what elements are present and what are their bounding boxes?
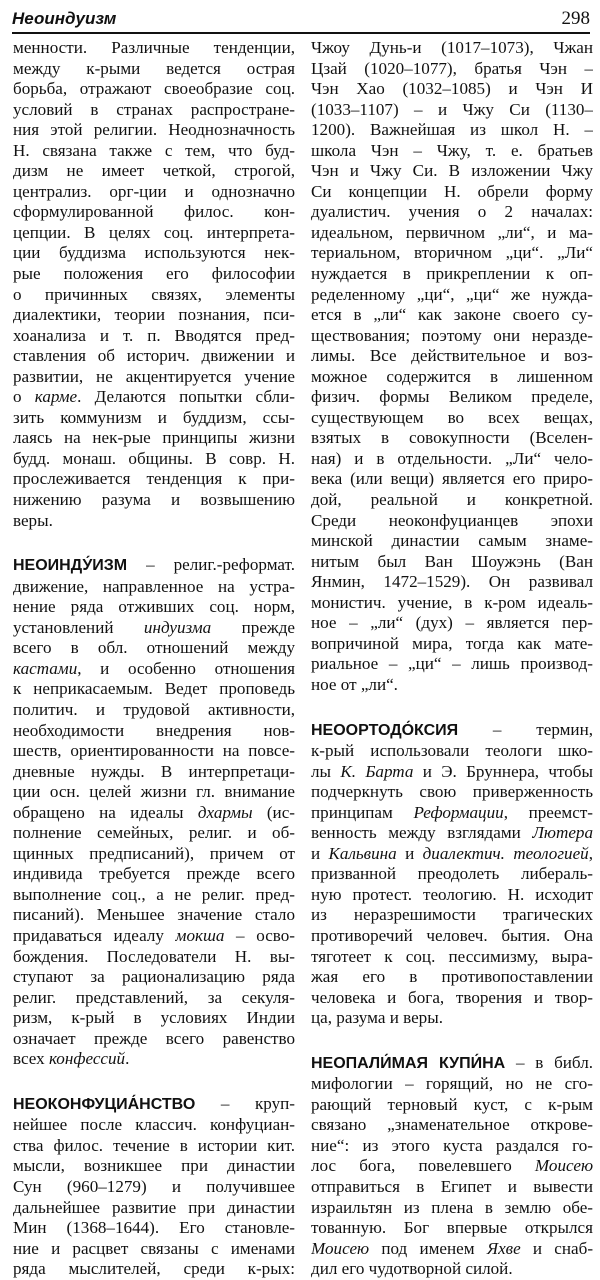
text-line: мысли, возникшее при династии xyxy=(13,1156,295,1176)
text-line: Н. связана также с тем, что буд- xyxy=(13,140,295,160)
text-line: диалектики, теории познания, пси- xyxy=(13,305,295,325)
text-line: прослеживается тенденция к при- xyxy=(13,469,295,489)
entry-headword: НЕОИНДУ́ИЗМ xyxy=(13,557,128,575)
text-line: рые положения его философии xyxy=(13,264,295,284)
text-line: веры. xyxy=(13,510,53,530)
entry-lead-text: – круп- xyxy=(195,1093,295,1113)
text-line: между к-рыми ведется острая xyxy=(13,58,295,78)
left-column xyxy=(13,38,295,1280)
text-line: ризм, к-рый в условиях Индии xyxy=(13,1008,295,1028)
text-line: монистич. учение, в к-ром идеаль- xyxy=(311,592,593,612)
text-line: будд. монаш. общины. В совр. Н. xyxy=(13,448,295,468)
text-line: школа Чэн – Чжу, т. е. братьев xyxy=(311,140,593,160)
text-line: ние и расцвет связаны с именами xyxy=(13,1238,295,1258)
text-line: (1033–1107) – и Чжу Си (1130– xyxy=(311,99,593,119)
text-line: Моисею под именем Яхве и снаб- xyxy=(311,1238,593,1258)
text-line: израильтян из плена в землю обе- xyxy=(311,1197,593,1217)
text-line: риальное – „ци“ – лишь производ- xyxy=(311,654,593,674)
text-line: рающий терновый куст, с к-рым xyxy=(311,1094,593,1114)
text-line: индивида требуется прежде всего xyxy=(13,864,295,884)
text-line: бождения. Последователи Н. вы- xyxy=(13,946,295,966)
text-line: минской династии самым знаме- xyxy=(311,531,593,551)
text-line: венность между взглядами Лютера xyxy=(311,823,593,843)
text-line: сформулированной филос. кон- xyxy=(13,202,295,222)
running-header xyxy=(12,4,590,34)
text-line: дальнейшее развитие при династии xyxy=(13,1197,295,1217)
text-line: ряда мыслителей, среди к-рых: xyxy=(13,1259,295,1279)
text-line: лимы. Все действительное и воз- xyxy=(311,346,593,366)
text-line: ное – „ли“ (дух) – является пер- xyxy=(311,613,593,633)
text-line: ется в „ли“ как законе своего су- xyxy=(311,305,593,325)
text-line: отправиться в Египет и вывести xyxy=(311,1176,593,1196)
right-column xyxy=(311,38,593,1280)
text-line: ступают за рационализацию ряда xyxy=(13,967,295,987)
text-line: дил его чудотворной силой. xyxy=(311,1259,513,1279)
text-line: призванной преодолеть либераль- xyxy=(311,864,593,884)
text-line: дой, реальной и конкретной. xyxy=(311,490,593,510)
entry-neokonfucianstvo-continued xyxy=(311,38,593,696)
text-line: обращено на идеалы дхармы (ис- xyxy=(13,802,295,822)
text-line: лы К. Барта и Э. Бруннера, чтобы xyxy=(311,761,593,781)
text-line: ства филос. течение в истории кит. xyxy=(13,1135,295,1155)
text-line: развитии, не акцентируется учение xyxy=(13,366,295,386)
text-line: нитым был Ван Шоужэнь (Ван xyxy=(311,551,593,571)
text-line: из неразрешимости трагических xyxy=(311,905,593,925)
text-line: Среди неоконфуцианцев эпохи xyxy=(311,510,593,530)
text-line: идеальном, первичном „ли“, и ма- xyxy=(311,222,593,242)
entry-neoortodoksiya xyxy=(311,720,593,1029)
text-line: физич. формы Великом пределе, xyxy=(311,387,593,407)
entry-lead-text: – в библ. xyxy=(505,1052,593,1072)
entry-neopalimaya-kupina xyxy=(311,1053,593,1280)
text-line: хоанализа и т. п. Вводятся пред- xyxy=(13,325,295,345)
text-line: Сун (960–1279) и получившее xyxy=(13,1176,295,1196)
text-line: нейшее после классич. конфуциан- xyxy=(13,1115,295,1135)
text-line: нение ряда отживших соц. норм, xyxy=(13,597,295,617)
text-line: Си концепции Н. обрели форму xyxy=(311,181,593,201)
text-line: о карме. Делаются попытки сбли- xyxy=(13,387,295,407)
text-line: нижению разума и возвышению xyxy=(13,490,295,510)
entry-lead-text: – религ.-реформат. xyxy=(127,555,295,575)
text-line: щинных предписаний), причем от xyxy=(13,843,295,863)
text-line: к неприкасаемым. Ведет проповедь xyxy=(13,679,295,699)
text-line: к-рый использовали теологи шко- xyxy=(311,741,593,761)
entry-first-line xyxy=(13,1094,295,1116)
text-line: териальном, вторичном „ци“. „Ли“ xyxy=(311,243,593,263)
text-line: шеств, ориентированности на повсе- xyxy=(13,741,295,761)
text-line: тяготеет к соц. пессимизму, выра- xyxy=(311,946,593,966)
entry-headword: НЕОКОНФУЦИА́НСТВО xyxy=(13,1095,196,1113)
entry-neoinduizm xyxy=(13,555,295,1070)
text-line: всего в обл. отношений между xyxy=(13,638,295,658)
text-line: противоречий человеч. бытия. Она xyxy=(311,925,593,945)
entry-headword: НЕООРТОДО́КСИЯ xyxy=(311,721,459,739)
text-line: ния этой религии. Неоднозначность xyxy=(13,120,295,140)
text-line: ная) и в отдельности. „Ли“ чело- xyxy=(311,448,593,468)
text-line: дизм не имеет четкой, строгой, xyxy=(13,161,295,181)
text-line: ставления об историч. движении и xyxy=(13,346,295,366)
text-line: ца, разума и веры. xyxy=(311,1008,443,1028)
text-line: кастами, и особенно отношения xyxy=(13,658,295,678)
text-line: выполнение соц., а не религ. пред- xyxy=(13,884,295,904)
entry-first-line xyxy=(13,555,295,577)
text-line: о причинных связях, элементы xyxy=(13,284,295,304)
text-line: принципам Реформации, преемст- xyxy=(311,802,593,822)
text-line: борьба, отражают своеобразие соц. xyxy=(13,79,295,99)
text-line: можное содержится в лишенном xyxy=(311,366,593,386)
text-line: дуалистич. учения о 2 началах: xyxy=(311,202,593,222)
text-line: нуждается в прикреплении к оп- xyxy=(311,264,593,284)
text-line: века (или вещи) является его приро- xyxy=(311,469,593,489)
text-line: вопричиной мира, тогда как мате- xyxy=(311,633,593,653)
text-line: мифологии – горящий, но не сго- xyxy=(311,1074,593,1094)
text-line: политич. и трудовой активности, xyxy=(13,699,295,719)
text-line: дневные нужды. В интерпретаци- xyxy=(13,761,295,781)
text-line: означает прежде всего равенство xyxy=(13,1028,295,1048)
entry-first-line xyxy=(311,720,593,742)
text-line: ние“: из этого куста раздался го- xyxy=(311,1135,593,1155)
text-line: существующем во всех вещах, xyxy=(311,407,593,427)
text-line: ное от „ли“. xyxy=(311,674,398,694)
text-line: ции осн. целей жизни гл. внимание xyxy=(13,782,295,802)
text-line: централиз. орг-ции и однозначно xyxy=(13,181,295,201)
text-line: взятых в совокупности (Вселен- xyxy=(311,428,593,448)
entry-first-line xyxy=(311,1053,593,1075)
text-line: всех конфессий. xyxy=(13,1049,130,1069)
text-line: зить коммунизм и буддизм, ссы- xyxy=(13,407,295,427)
text-line: ществования; поэтому они неразде- xyxy=(311,325,593,345)
entry-lead-text: – термин, xyxy=(458,719,593,739)
text-line: лос бога, повелевшего Моисею xyxy=(311,1156,593,1176)
text-line: ции буддизма используются нек- xyxy=(13,243,295,263)
text-line: Мин (1368–1644). Его становле- xyxy=(13,1218,295,1238)
text-line: Чжоу Дунь-и (1017–1073), Чжан xyxy=(311,38,593,57)
text-line: Цзай (1020–1077), братья Чэн – xyxy=(311,58,593,78)
text-line: установлений индуизма прежде xyxy=(13,617,295,637)
text-line: жая его в противопоставлении xyxy=(311,967,593,987)
text-line: условий в странах распростране- xyxy=(13,99,295,119)
text-line: связано „знаменательное открове- xyxy=(311,1115,593,1135)
text-line: ределенному „ци“, „ци“ же нужда- xyxy=(311,284,593,304)
text-line: ную протест. теологию. Н. исходит xyxy=(311,884,593,904)
entry-neokonfucianstvo xyxy=(13,1094,295,1280)
text-line: лаясь на нек-рые принципы жизни xyxy=(13,428,295,448)
text-line: движение, направленное на устра- xyxy=(13,576,295,596)
text-line: писаний). Меньшее значение стало xyxy=(13,905,295,925)
text-line: Чэн и Чжу Си. В изложении Чжу xyxy=(311,161,593,181)
text-line: подчеркнуть свою приверженность xyxy=(311,782,593,802)
text-line: Янмин, 1472–1529). Он развивал xyxy=(311,572,593,592)
page-number: 298 xyxy=(561,8,590,29)
text-line: человека и бога, творения и твор- xyxy=(311,987,593,1007)
text-line: цепции. В целях соц. интерпрета- xyxy=(13,222,295,242)
text-line: Чэн Хао (1032–1085) и Чэн И xyxy=(311,79,593,99)
text-line: полнение семейных, религ. и об- xyxy=(13,823,295,843)
text-line: необходимости внедрения нов- xyxy=(13,720,295,740)
text-line: менности. Различные тенденции, xyxy=(13,38,295,57)
text-line: тованную. Бог впервые открылся xyxy=(311,1218,593,1238)
entry-headword: НЕОПАЛИ́МАЯ КУПИ́НА xyxy=(311,1054,506,1072)
text-line: придаваться идеалу мокша – осво- xyxy=(13,925,295,945)
text-line: 1200). Важнейшая из школ Н. – xyxy=(311,120,593,140)
continued-text-buddhism xyxy=(13,38,295,531)
text-line: и Кальвина и диалектич. теологией, xyxy=(311,843,593,863)
section-title: Неоиндуизм xyxy=(12,9,117,28)
text-line: религ. представлений, за секуля- xyxy=(13,987,295,1007)
